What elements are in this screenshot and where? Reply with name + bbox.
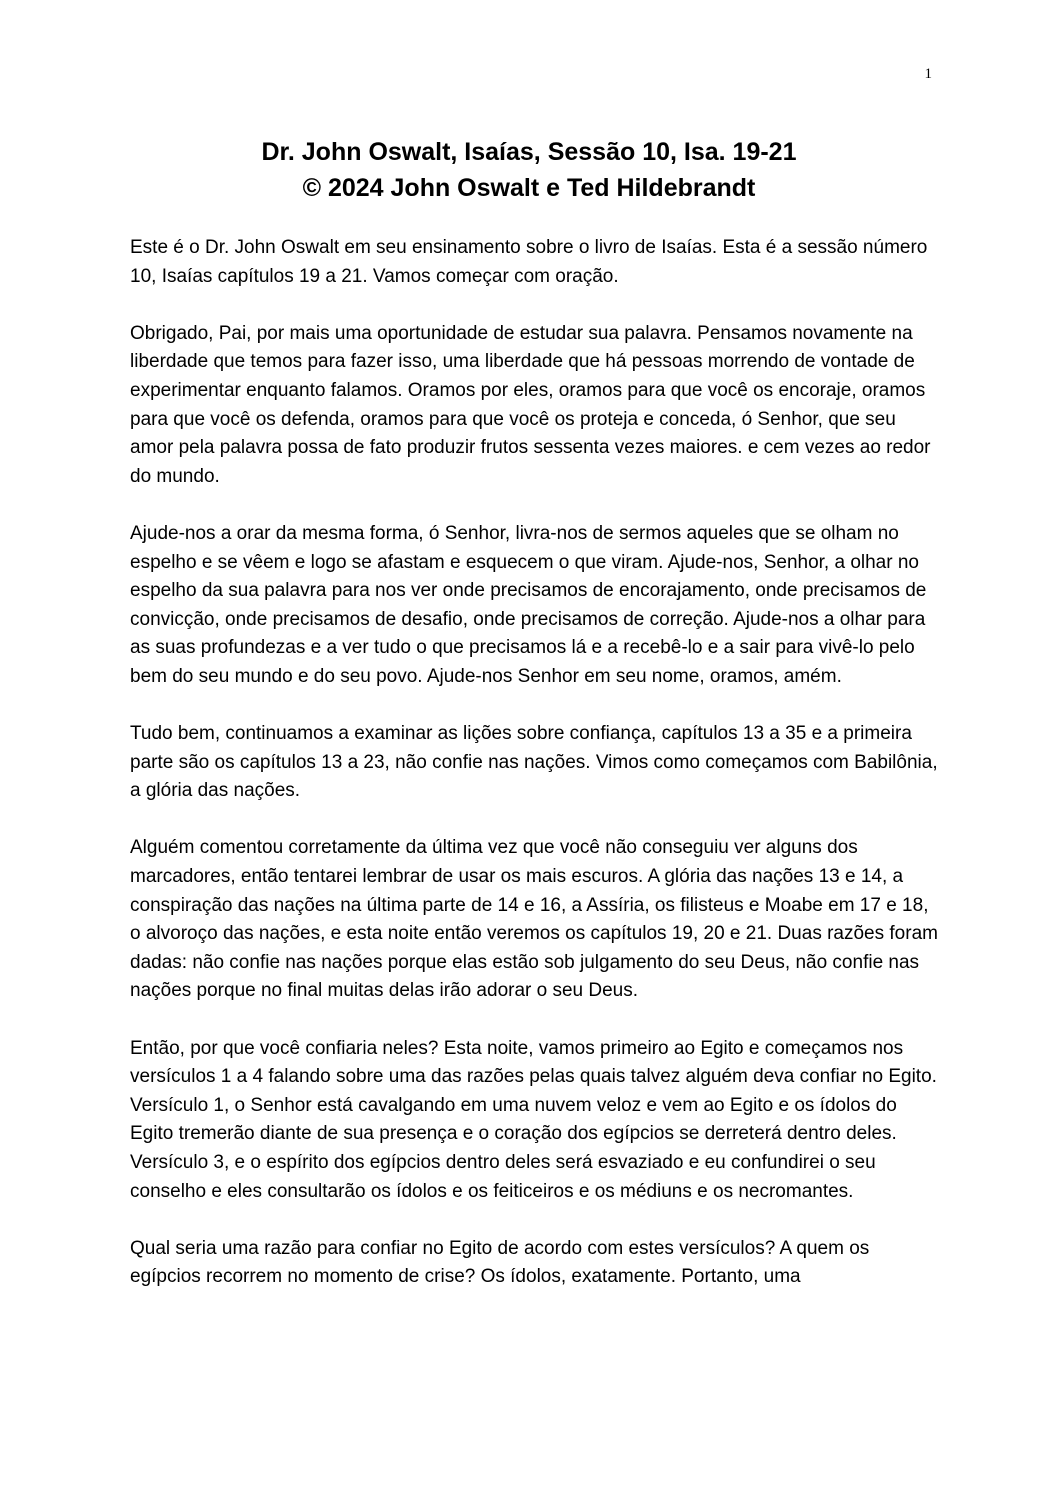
paragraph-prayer-2: Ajude-nos a orar da mesma forma, ó Senhor, livra-nos de sermos aqueles que se olham no espelho e se vêem e logo se afastam e esquecem o que viram. Ajude-nos, Senhor, a olhar no espelho da sua palavra para nos ver onde precisamos de encorajamento, onde precisamos de convicção, onde precisamos de desafio, onde precisamos de correção. Ajude-nos a olhar para as suas profundezas e a ver tudo o que precisamos lá e a recebê-lo e a sair para vivê-lo pelo bem do seu mundo e do seu povo. Ajude-nos Senhor em seu nome, oramos, amém. — [130, 522, 927, 687]
document-title — [0, 134, 1058, 206]
paragraph-egypt: Então, por que você confiaria neles? Esta noite, vamos primeiro ao Egito e começamos nos versículos 1 a 4 falando sobre uma das razões pelas quais talvez alguém deva confiar no Egito. Versículo 1, o Senhor está cavalgando em uma nuvem veloz e vem ao Egito e os ídolos do Egito tremerão diante de sua presença e o coração dos egípcios se derreterá dentro deles. Versículo 3, e o espírito dos egípcios dentro deles será esvaziado e eu confundirei o seu conselho e eles consultarão os ídolos e os feiticeiros e os médiuns e os necromantes. — [130, 1037, 937, 1202]
title-line-1: Dr. John Oswalt, Isaías, Sessão 10, Isa. 19-21 — [261, 138, 797, 166]
page-number: 1 — [924, 66, 932, 82]
title-line-2: © 2024 John Oswalt e Ted Hildebrandt — [302, 174, 756, 202]
paragraph-lessons: Tudo bem, continuamos a examinar as lições sobre confiança, capítulos 13 a 35 e a primeira parte são os capítulos 13 a 23, não confie nas nações. Vimos como começamos com Babilônia, a glória das nações. — [130, 723, 938, 802]
paragraph-prayer-1: Obrigado, Pai, por mais uma oportunidade de estudar sua palavra. Pensamos novamente na liberdade que temos para fazer isso, uma liberdade que há pessoas morrendo de vontade de experimentar enquanto falamos. Oramos por eles, oramos para que você os encoraje, oramos para que você os defenda, oramos para que você os proteja e conceda, ó Senhor, que seu amor pela palavra possa de fato produzir frutos sessenta vezes maiores. e cem vezes ao redor do mundo. — [130, 322, 931, 487]
paragraph-question: Qual seria uma razão para confiar no Egito de acordo com estes versículos? A quem os egípcios recorrem no momento de crise? Os ídolos, exatamente. Portanto, uma — [130, 1237, 870, 1288]
paragraph-markers: Alguém comentou corretamente da última vez que você não conseguiu ver alguns dos marcadores, então tentarei lembrar de usar os mais escuros. A glória das nações 13 e 14, a conspiração das nações na última parte de 14 e 16, a Assíria, os filisteus e Moabe em 17 e 18, o alvoroço das nações, e esta noite então veremos os capítulos 19, 20 e 21. Duas razões foram dadas: não confie nas nações porque elas estão sob julgamento do seu Deus, não confie nas nações porque no final muitas delas irão adorar o seu Deus. — [130, 837, 938, 1002]
paragraph-intro: Este é o Dr. John Oswalt em seu ensinamento sobre o livro de Isaías. Esta é a sessão número 10, Isaías capítulos 19 a 21. Vamos começar com oração. — [130, 237, 928, 287]
document-body — [130, 234, 940, 1321]
